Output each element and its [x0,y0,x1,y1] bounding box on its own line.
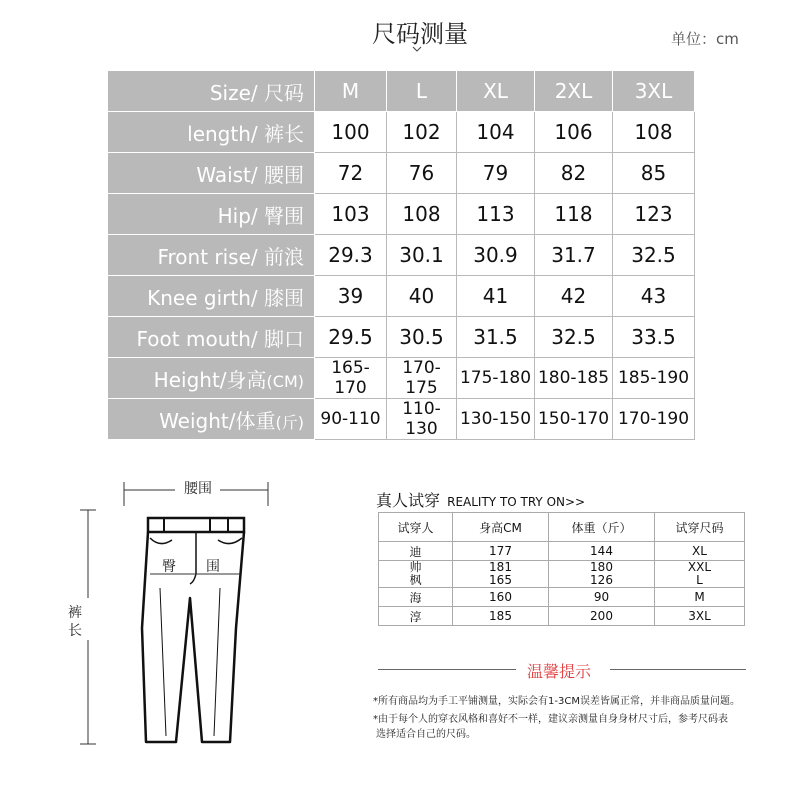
table-cell: 淳 [379,607,453,626]
table-row [108,358,695,399]
table-cell: 123 [613,194,695,235]
table-cell: 31.7 [535,235,613,276]
table-cell: 177 [453,542,549,561]
row-label-unit: (CM) [266,371,304,391]
table-cell [655,561,745,588]
table-cell: 72 [315,153,387,194]
hip-label-right: 围 [206,559,220,575]
unit-label: 单位：cm [671,30,739,48]
row-label-unit: (斤) [275,412,304,432]
table-cell: 32.5 [535,317,613,358]
table-cell: 170-175 [387,358,457,399]
length-label-top: 裤 [68,605,82,621]
table-cell: 130-150 [457,399,535,440]
try-on-subtitle: REALITY TO TRY ON>> [447,495,586,509]
tips-title: 温馨提示 [527,662,592,681]
table-row [379,588,745,607]
size-header-cell: M [315,71,387,112]
table-cell: 165-170 [315,358,387,399]
table-cell: 33.5 [613,317,695,358]
table-cell: 118 [535,194,613,235]
note-measurement: *所有商品均为手工平铺测量，实际会有1-3CM误差皆属正常，并非商品质量问题。 [373,696,740,707]
size-header-cell: 3XL [613,71,695,112]
table-row [379,542,745,561]
table-row [108,317,695,358]
table-cell: 3XL [655,607,745,626]
table-row [108,112,695,153]
table-cell: 170-190 [613,399,695,440]
table-cell: 迪 [379,542,453,561]
column-header: 试穿尺码 [655,513,745,542]
pants-outline-icon [60,478,310,758]
table-cell: 32.5 [613,235,695,276]
table-cell: 79 [457,153,535,194]
table-cell [549,561,655,588]
size-header-label: Size/ 尺码 [108,71,315,112]
table-cell: 102 [387,112,457,153]
row-label: Foot mouth/ 脚口 [108,317,315,358]
table-cell: 144 [549,542,655,561]
cell-line: XXL [687,560,712,574]
table-cell: M [655,588,745,607]
row-label: Waist/ 腰围 [108,153,315,194]
cell-line: 181 [489,560,512,574]
table-cell: 82 [535,153,613,194]
column-header: 体重（斤） [549,513,655,542]
table-cell [453,561,549,588]
table-cell: 106 [535,112,613,153]
table-cell: 41 [457,276,535,317]
table-cell: 110-130 [387,399,457,440]
table-cell: 42 [535,276,613,317]
cell-line: 165 [489,573,512,587]
table-cell: 30.9 [457,235,535,276]
cell-line: 126 [590,573,613,587]
table-cell: 43 [613,276,695,317]
table-cell: 200 [549,607,655,626]
table-cell: 海 [379,588,453,607]
size-header-cell: L [387,71,457,112]
table-row [108,235,695,276]
try-on-table [378,512,745,626]
tips-divider-right [610,669,746,670]
table-cell: 108 [613,112,695,153]
size-header-cell: 2XL [535,71,613,112]
table-cell: 29.5 [315,317,387,358]
length-label-bottom: 长 [68,623,82,639]
column-header: 试穿人 [379,513,453,542]
size-header-cell: XL [457,71,535,112]
table-cell: 104 [457,112,535,153]
table-cell: 31.5 [457,317,535,358]
column-header: 身高CM [453,513,549,542]
cell-line: L [696,573,703,587]
cell-line: 帅 [409,560,422,574]
table-row [108,276,695,317]
row-label: length/ 裤长 [108,112,315,153]
table-cell: 90 [549,588,655,607]
table-cell: 39 [315,276,387,317]
table-cell: 150-170 [535,399,613,440]
table-row [108,399,695,440]
try-on-title [376,488,585,511]
table-cell: 100 [315,112,387,153]
size-chart-table [107,70,695,440]
table-cell: 108 [387,194,457,235]
table-cell: 185-190 [613,358,695,399]
table-cell: 85 [613,153,695,194]
table-cell: 30.1 [387,235,457,276]
waist-label: 腰围 [184,481,212,497]
table-cell: 160 [453,588,549,607]
cell-line: 枫 [409,573,422,587]
cell-line: 180 [590,560,613,574]
table-cell: 40 [387,276,457,317]
table-cell: XL [655,542,745,561]
hip-label-left: 臀 [162,559,176,575]
size-header-row [108,71,695,112]
table-cell: 113 [457,194,535,235]
table-cell: 185 [453,607,549,626]
row-label [108,358,315,399]
pants-diagram [60,478,310,758]
table-cell: 180-185 [535,358,613,399]
row-label [108,399,315,440]
note-style-line1: *由于每个人的穿衣风格和喜好不一样，建议亲测量自身身材尺寸后，参考尺码表 [373,714,728,725]
row-label: Hip/ 臀围 [108,194,315,235]
table-cell: 103 [315,194,387,235]
row-label-text: Height/身高 [153,367,267,392]
row-label-text: Weight/体重 [159,408,276,433]
page-title: 尺码测量 [372,20,468,48]
try-on-title-cn: 真人试穿 [376,491,441,510]
note-style-line2: 选择适合自己的尺码。 [376,729,476,740]
chevron-down-icon [412,44,422,54]
row-label: Front rise/ 前浪 [108,235,315,276]
table-cell: 30.5 [387,317,457,358]
table-row [108,153,695,194]
table-cell [379,561,453,588]
table-row [108,194,695,235]
table-cell: 29.3 [315,235,387,276]
try-on-header-row [379,513,745,542]
row-label: Knee girth/ 膝围 [108,276,315,317]
table-row [379,607,745,626]
table-cell: 76 [387,153,457,194]
table-cell: 90-110 [315,399,387,440]
table-cell: 175-180 [457,358,535,399]
table-row [379,561,745,588]
tips-divider-left [378,669,516,670]
